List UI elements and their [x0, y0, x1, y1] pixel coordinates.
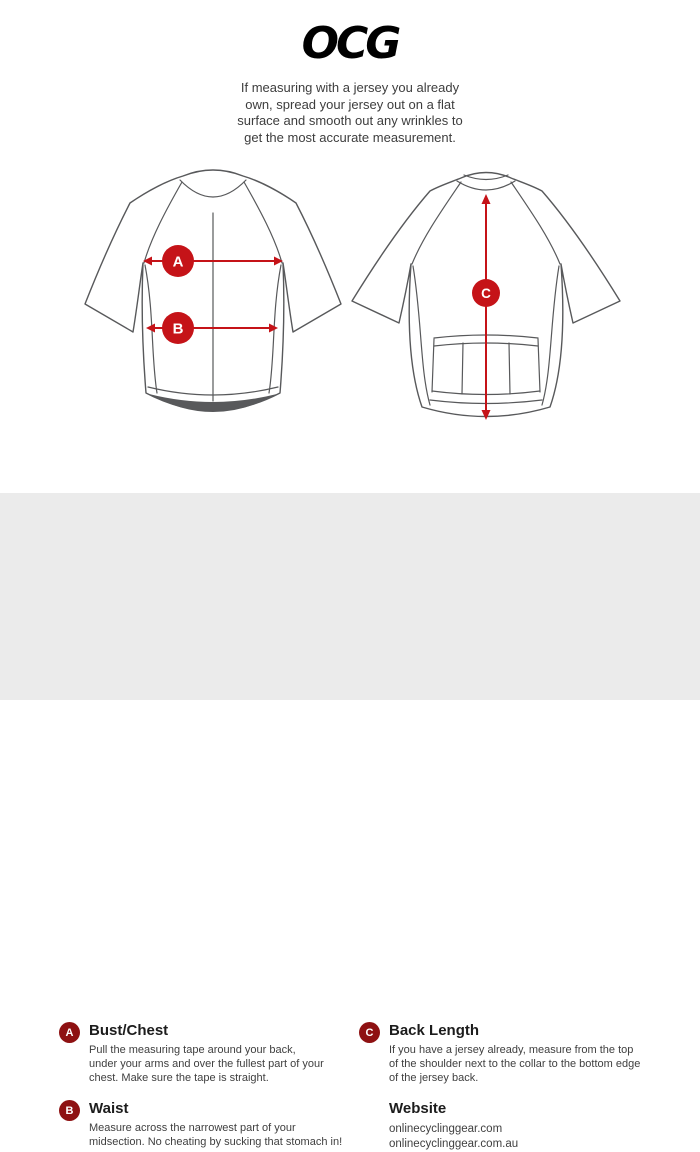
badge-a: A	[59, 1022, 80, 1043]
waist-line: midsection. No cheating by sucking that stomach in!	[89, 1135, 343, 1148]
bust-chest-line: under your arms and over the fullest part of your	[89, 1057, 324, 1070]
bust-chest-line: Pull the measuring tape around your back,	[89, 1044, 296, 1056]
marker-a	[162, 245, 194, 277]
badge-c: C	[359, 1022, 380, 1043]
back-jersey-illustration	[345, 160, 637, 450]
intro-line: own, spread your jersey out on a flat	[245, 96, 455, 112]
badge-b: B	[59, 1100, 80, 1121]
intro-line: surface and smooth out any wrinkles to	[237, 113, 463, 128]
bust-chest-line: chest. Make sure the tape is straight.	[89, 1071, 269, 1084]
waist-line: Measure across the narrowest part of your	[89, 1122, 296, 1134]
back-length-line: of the jersey back.	[389, 1071, 479, 1084]
marker-b	[162, 312, 194, 344]
website-url: onlinecyclinggear.com	[389, 1123, 503, 1135]
intro-text	[237, 80, 462, 146]
back-length-title: Back Length	[389, 1022, 480, 1039]
intro-line: If measuring with a jersey you already	[240, 80, 460, 95]
marker-a-letter: A	[172, 253, 184, 271]
instruction-back-length	[359, 1022, 640, 1085]
intro-line: get the most accurate measurement.	[244, 129, 456, 145]
website-title: Website	[389, 1100, 447, 1117]
front-jersey-illustration	[70, 160, 356, 448]
marker-c	[472, 279, 500, 307]
marker-c-letter: C	[481, 286, 491, 301]
back-length-line: of the shoulder next to the collar to the bottom edge	[389, 1057, 641, 1070]
website-url: onlinecyclinggear.com.au	[389, 1138, 519, 1150]
bust-chest-title: Bust/Chest	[89, 1022, 169, 1039]
ocg-logo: OCG	[301, 18, 399, 69]
back-length-line: If you have a jersey already, measure from the top	[389, 1044, 634, 1056]
instruction-waist	[59, 1100, 342, 1150]
waist-title: Waist	[89, 1100, 129, 1117]
measurement-instructions-section	[0, 493, 700, 1150]
instruction-bust-chest	[59, 1022, 324, 1085]
marker-b-letter: B	[172, 320, 184, 338]
website-block	[389, 1100, 518, 1152]
